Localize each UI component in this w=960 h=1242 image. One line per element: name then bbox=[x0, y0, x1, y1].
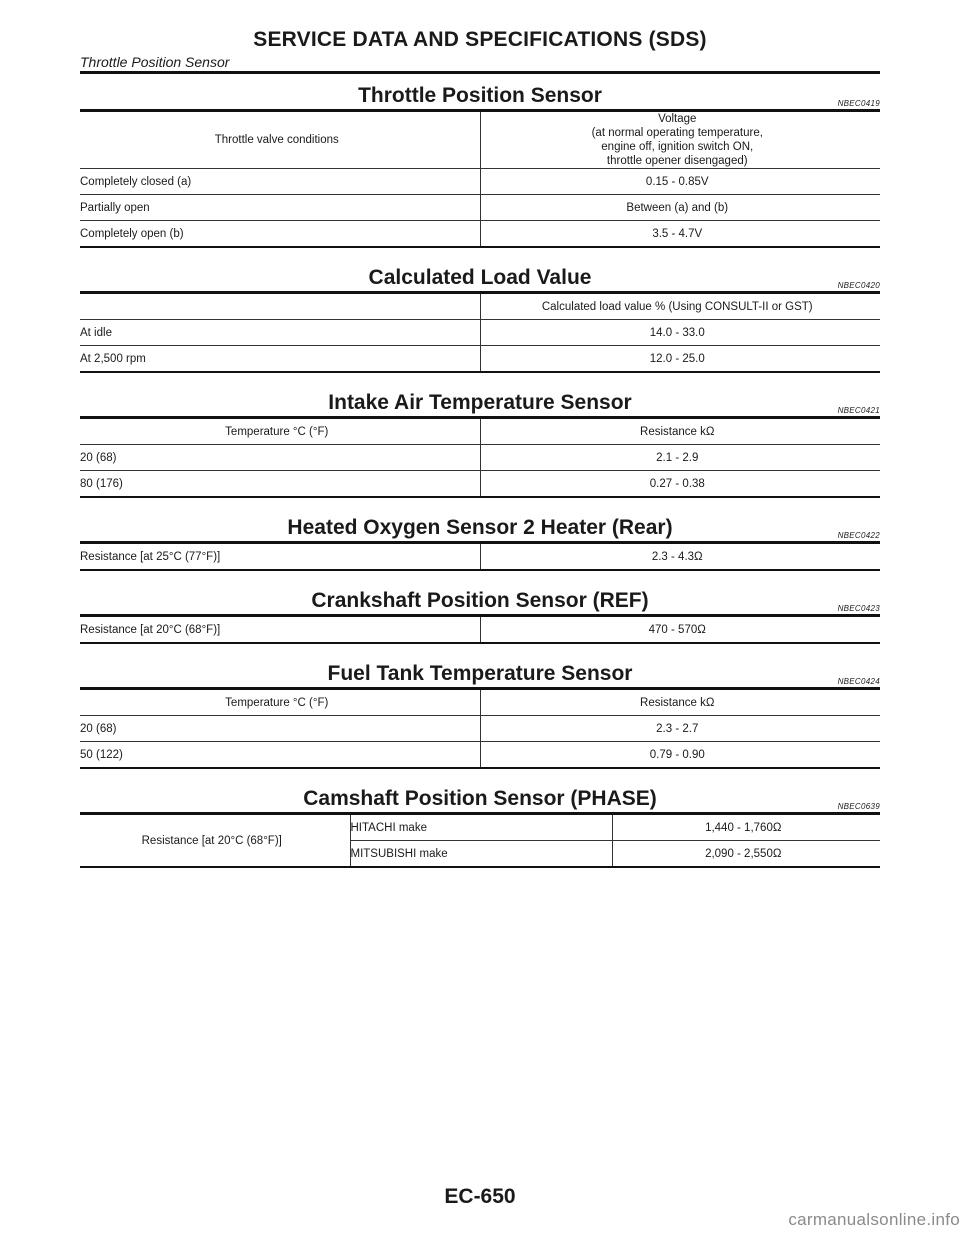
section-calculated-load-value bbox=[80, 260, 880, 373]
condition-cell: 20 (68) bbox=[80, 716, 480, 742]
header-line: engine off, ignition switch ON, bbox=[601, 141, 754, 153]
header-line: Voltage bbox=[658, 113, 697, 125]
section-title: Camshaft Position Sensor (PHASE) bbox=[303, 787, 657, 810]
section-fuel-tank-temperature-sensor bbox=[80, 656, 880, 769]
table-row bbox=[80, 445, 880, 471]
condition-cell: Resistance [at 20°C (68°F)] bbox=[80, 617, 480, 643]
section-code: NBEC0419 bbox=[837, 99, 880, 108]
table-row bbox=[80, 169, 880, 195]
condition-cell: 50 (122) bbox=[80, 742, 480, 769]
value-cell: 3.5 - 4.7V bbox=[480, 221, 880, 248]
table-row bbox=[80, 346, 880, 373]
value-cell: 2.3 - 4.3Ω bbox=[480, 544, 880, 570]
section-intake-air-temperature-sensor bbox=[80, 385, 880, 498]
section-code: NBEC0422 bbox=[837, 531, 880, 540]
value-cell: 2.1 - 2.9 bbox=[480, 445, 880, 471]
table-row bbox=[80, 617, 880, 643]
section-code: NBEC0424 bbox=[837, 677, 880, 686]
section-title: Calculated Load Value bbox=[368, 266, 592, 289]
section-heading bbox=[80, 385, 880, 419]
spec-table bbox=[80, 294, 880, 373]
section-heading bbox=[80, 260, 880, 294]
header-line: (at normal operating temperature, bbox=[591, 127, 763, 139]
spec-table bbox=[80, 690, 880, 769]
condition-cell: Resistance [at 25°C (77°F)] bbox=[80, 544, 480, 570]
condition-cell: At 2,500 rpm bbox=[80, 346, 480, 373]
column-header: Temperature °C (°F) bbox=[80, 419, 480, 445]
section-title: Crankshaft Position Sensor (REF) bbox=[311, 589, 649, 612]
spec-table bbox=[80, 617, 880, 644]
column-header: Throttle valve conditions bbox=[80, 112, 480, 169]
table-row bbox=[80, 195, 880, 221]
make-cell: HITACHI make bbox=[350, 815, 612, 841]
value-cell: 0.27 - 0.38 bbox=[480, 471, 880, 498]
header-line: throttle opener disengaged) bbox=[606, 155, 748, 167]
value-cell: 14.0 - 33.0 bbox=[480, 320, 880, 346]
table-header-row bbox=[80, 294, 880, 320]
value-cell: 0.79 - 0.90 bbox=[480, 742, 880, 769]
value-cell: 2,090 - 2,550Ω bbox=[612, 841, 880, 868]
section-camshaft-position-sensor bbox=[80, 781, 880, 868]
header-rule bbox=[80, 71, 880, 74]
column-header: Calculated load value % (Using CONSULT-II or GST) bbox=[480, 294, 880, 320]
watermark: carmanualsonline.info bbox=[788, 1210, 960, 1229]
spec-table bbox=[80, 544, 880, 571]
section-heading bbox=[80, 510, 880, 544]
section-throttle-position-sensor bbox=[80, 78, 880, 248]
section-crankshaft-position-sensor bbox=[80, 583, 880, 644]
condition-cell: Completely closed (a) bbox=[80, 169, 480, 195]
section-heading bbox=[80, 583, 880, 617]
value-cell: 0.15 - 0.85V bbox=[480, 169, 880, 195]
condition-cell: At idle bbox=[80, 320, 480, 346]
section-heading bbox=[80, 78, 880, 112]
value-cell: Between (a) and (b) bbox=[480, 195, 880, 221]
section-heading bbox=[80, 656, 880, 690]
page-number: EC-650 bbox=[444, 1185, 516, 1208]
table-row bbox=[80, 221, 880, 248]
value-cell: 1,440 - 1,760Ω bbox=[612, 815, 880, 841]
section-code: NBEC0639 bbox=[837, 802, 880, 811]
section-heated-oxygen-sensor-2-heater bbox=[80, 510, 880, 571]
column-header bbox=[480, 112, 880, 169]
condition-cell: Completely open (b) bbox=[80, 221, 480, 248]
table-row bbox=[80, 320, 880, 346]
section-title: Intake Air Temperature Sensor bbox=[328, 391, 632, 414]
table-row bbox=[80, 815, 880, 841]
table-row bbox=[80, 742, 880, 769]
section-code: NBEC0420 bbox=[837, 281, 880, 290]
condition-cell: Resistance [at 20°C (68°F)] bbox=[80, 815, 350, 867]
table-header-row bbox=[80, 112, 880, 169]
document-title: SERVICE DATA AND SPECIFICATIONS (SDS) bbox=[253, 28, 707, 51]
table-row bbox=[80, 471, 880, 498]
section-title: Heated Oxygen Sensor 2 Heater (Rear) bbox=[287, 516, 673, 539]
table-header-row bbox=[80, 690, 880, 716]
column-header: Temperature °C (°F) bbox=[80, 690, 480, 716]
value-cell: 2.3 - 2.7 bbox=[480, 716, 880, 742]
column-header-empty bbox=[80, 294, 480, 320]
column-header: Resistance kΩ bbox=[480, 690, 880, 716]
column-header: Resistance kΩ bbox=[480, 419, 880, 445]
value-cell: 12.0 - 25.0 bbox=[480, 346, 880, 373]
table-row bbox=[80, 544, 880, 570]
spec-table bbox=[80, 815, 880, 868]
section-code: NBEC0423 bbox=[837, 604, 880, 613]
table-header-row bbox=[80, 419, 880, 445]
section-code: NBEC0421 bbox=[837, 406, 880, 415]
condition-cell: 80 (176) bbox=[80, 471, 480, 498]
value-cell: 470 - 570Ω bbox=[480, 617, 880, 643]
table-row bbox=[80, 716, 880, 742]
spec-table bbox=[80, 419, 880, 498]
page-header bbox=[80, 28, 880, 74]
spec-table bbox=[80, 112, 880, 248]
section-title: Throttle Position Sensor bbox=[358, 84, 602, 107]
condition-cell: Partially open bbox=[80, 195, 480, 221]
document-subtitle: Throttle Position Sensor bbox=[80, 54, 230, 70]
condition-cell: 20 (68) bbox=[80, 445, 480, 471]
content bbox=[80, 78, 880, 868]
section-title: Fuel Tank Temperature Sensor bbox=[327, 662, 633, 685]
section-heading bbox=[80, 781, 880, 815]
make-cell: MITSUBISHI make bbox=[350, 841, 612, 868]
